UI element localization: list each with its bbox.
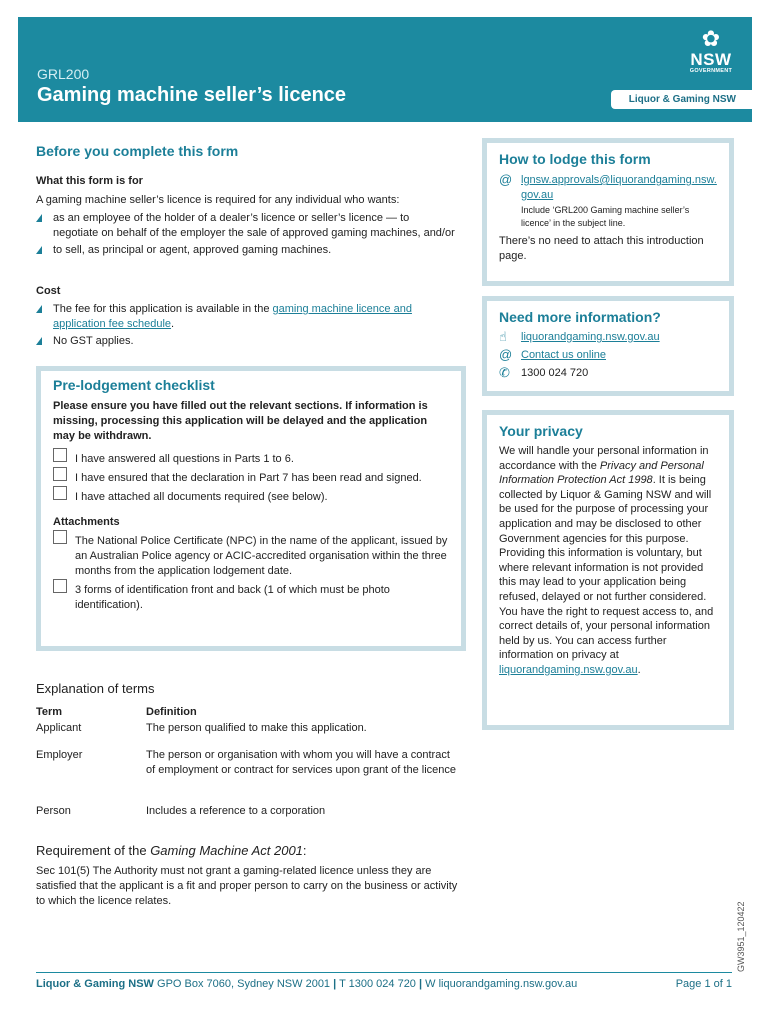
attachment-item[interactable]: The National Police Certificate (NPC) in the name of the applicant, issued by an Australian Police agency or ACIC-accredited organisation within the three months from the application lodgement date.: [53, 534, 449, 579]
website-link[interactable]: liquorandgaming.nsw.gov.au: [521, 331, 660, 343]
website-contact: [499, 330, 717, 345]
what-bullets: [36, 211, 456, 260]
privacy-heading: Your privacy: [499, 423, 583, 439]
footer: Liquor & Gaming NSW GPO Box 7060, Sydney NSW 2001 | T 1300 024 720 | W liquorandgaming.nsw.gov.au: [36, 978, 578, 990]
requirement-text: Sec 101(5) The Authority must not grant a gaming-related licence unless they are satisfied that the applicant is a fit and proper person to carry on the business or activity to which the licence relates.: [36, 865, 458, 907]
nsw-government-logo: [686, 27, 736, 85]
before-heading: Before you complete this form: [36, 143, 239, 159]
checkbox[interactable]: [53, 467, 67, 481]
logo-nsw-text: NSW: [690, 50, 732, 69]
triangle-bullet-icon: [36, 337, 42, 345]
email-at-icon: @: [499, 347, 513, 362]
checklist-item[interactable]: I have answered all questions in Parts 1 to 6.: [53, 452, 449, 467]
pointer-hand-icon: ☝: [499, 329, 507, 344]
phone-contact: [499, 366, 717, 381]
phone-number: 1300 024 720: [521, 367, 589, 379]
definition-column-header: Definition: [146, 706, 197, 718]
cost-bullets: [36, 302, 466, 351]
list-item: The fee for this application is available in the gaming machine licence and application fee schedule.: [36, 302, 466, 332]
header-banner: [18, 17, 752, 122]
footer-web: W liquorandgaming.nsw.gov.au: [425, 978, 578, 990]
cost-heading: Cost: [36, 285, 61, 297]
phone-icon: ✆: [499, 365, 510, 380]
list-item: as an employee of the holder of a dealer’s licence or seller’s licence — to negotiate on behalf of the employer the sale of approved gaming machines, and/or: [36, 211, 456, 241]
list-item: No GST applies.: [36, 334, 466, 349]
contact-online-link[interactable]: Contact us online: [521, 349, 606, 361]
checklist-intro: Please ensure you have filled out the relevant sections. If information is missing, processing this application will be delayed and the application may be withdrawn.: [53, 400, 428, 442]
what-heading: What this form is for: [36, 175, 143, 187]
checklist-panel: [36, 366, 466, 651]
more-info-panel: [482, 296, 734, 396]
lodge-note: There’s no need to attach this introduction page.: [499, 235, 704, 262]
checklist-item[interactable]: I have attached all documents required (see below).: [53, 490, 449, 505]
checkbox[interactable]: [53, 530, 67, 544]
fee-schedule-link[interactable]: gaming machine licence and application fee schedule: [53, 303, 412, 330]
privacy-link[interactable]: liquorandgaming.nsw.gov.au: [499, 663, 638, 676]
more-info-heading: Need more information?: [499, 309, 661, 325]
what-intro: A gaming machine seller’s licence is required for any individual who wants:: [36, 194, 400, 206]
page-number: Page 1 of 1: [675, 978, 732, 990]
online-contact: [499, 348, 717, 363]
terms-heading: Explanation of terms: [36, 681, 155, 696]
checklist-heading: Pre-lodgement checklist: [53, 377, 215, 393]
form-code: GRL200: [37, 66, 90, 82]
checkbox[interactable]: [53, 486, 67, 500]
privacy-text: We will handle your personal information in accordance with the Privacy and Personal Information Protection Act 1998. It is being collected by Liquor & Gaming NSW and will be used for the purpose of processing your application and may be disclosed to other Government agencies for this purpose. Providing this information is voluntary, but where relevant information is not provided this may lead to your application being refused, delayed or not further considered. You have the right to request access to, and correct details of, your personal information held by us. You can access further information on privacy at liquorandgaming.nsw.gov.au.: [499, 445, 714, 676]
checkbox[interactable]: [53, 448, 67, 462]
attachment-item[interactable]: 3 forms of identification front and back (1 of which must be photo identification).: [53, 583, 449, 613]
email-contact: [499, 173, 717, 203]
triangle-bullet-icon: [36, 246, 42, 254]
footer-divider: [36, 972, 732, 973]
lodge-panel: [482, 138, 734, 286]
attachments-heading: Attachments: [53, 516, 120, 528]
triangle-bullet-icon: [36, 305, 42, 313]
footer-address: GPO Box 7060, Sydney NSW 2001: [157, 978, 331, 990]
triangle-bullet-icon: [36, 214, 42, 222]
document-id: GW3951_120422: [736, 901, 746, 972]
email-note: Include ‘GRL200 Gaming machine seller’s licence’ in the subject line.: [521, 205, 690, 228]
checklist-item[interactable]: I have ensured that the declaration in Part 7 has been read and signed.: [53, 471, 449, 486]
brand-tag: Liquor & Gaming NSW: [611, 90, 752, 109]
logo-government-text: GOVERNMENT: [689, 68, 733, 74]
page-title: Gaming machine seller’s licence: [37, 84, 347, 106]
term-column-header: Term: [36, 706, 63, 718]
privacy-panel: [482, 410, 734, 730]
waratah-icon: ✿: [701, 26, 721, 51]
email-at-icon: @: [499, 172, 513, 187]
email-link[interactable]: lgnsw.approvals@liquorandgaming.nsw.gov.au: [521, 174, 717, 201]
lodge-heading: How to lodge this form: [499, 151, 651, 167]
checkbox[interactable]: [53, 579, 67, 593]
list-item: to sell, as principal or agent, approved gaming machines.: [36, 243, 456, 258]
footer-phone: T 1300 024 720: [339, 978, 416, 990]
footer-org: Liquor & Gaming NSW: [36, 978, 154, 990]
requirement-heading: Requirement of the Gaming Machine Act 2001:: [36, 843, 307, 858]
